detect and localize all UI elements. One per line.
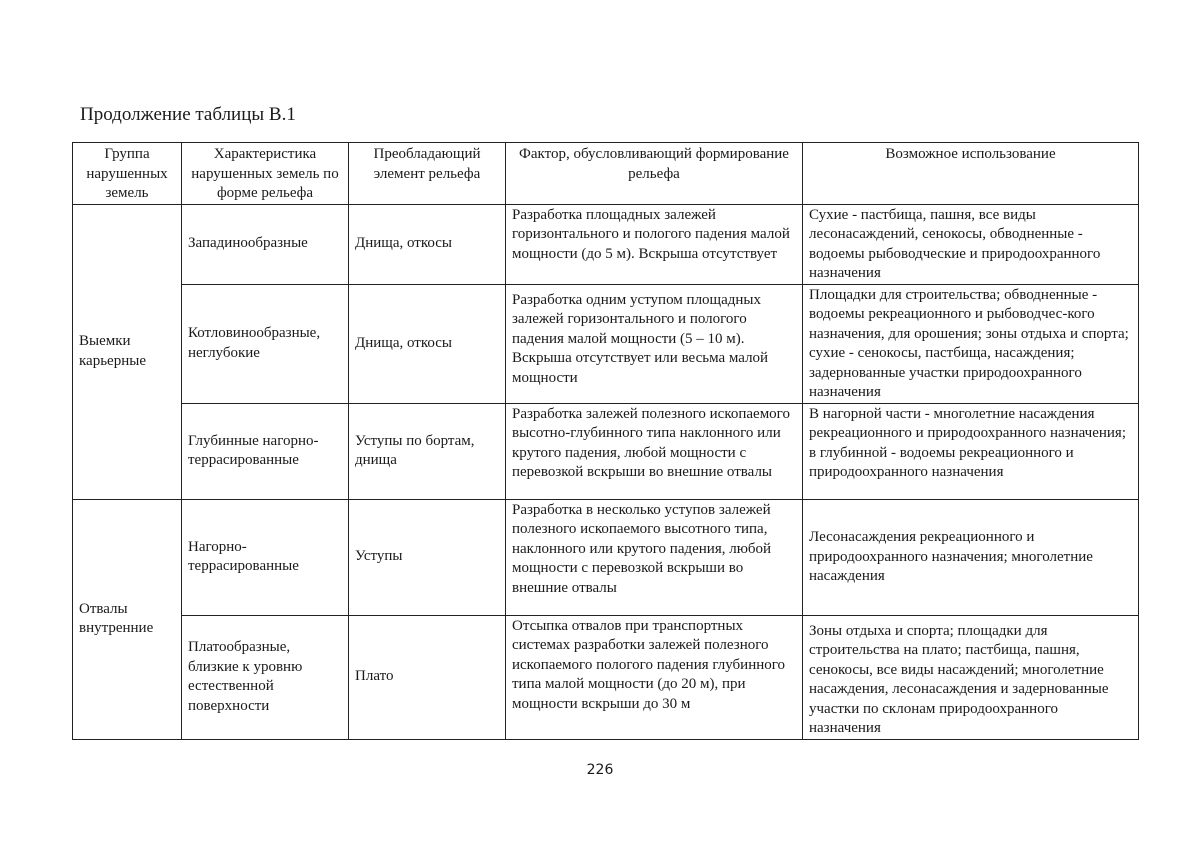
page-number: 226 (586, 762, 614, 778)
use-cell: Площадки для строительства; обводненные - водоемы рекреационного и рыбоводчес-кого назначения, для орошения; зоны отдыха и спорта; сухие - сенокосы, пастбища, насаждения; задернованные участки природоохранного назначения (803, 284, 1139, 403)
element-cell: Днища, откосы (349, 204, 506, 284)
use-cell: Лесонасаждения рекреационного и природоохранного назначения; многолетние насаждения (803, 499, 1139, 615)
header-group: Группа нарушенных земель (73, 143, 182, 205)
factor-cell: Отсыпка отвалов при транспортных системах разработки залежей полезного ископаемого пологого падения глубинного типа малой мощности (до 20 м), при мощности вскрыши до 30 м (506, 615, 803, 739)
header-use: Возможное использование (803, 143, 1139, 205)
header-factor: Фактор, обусловливающий формирование рельефа (506, 143, 803, 205)
table-row (73, 204, 1139, 284)
factor-cell: Разработка в несколько уступов залежей полезного ископаемого высотного типа, наклонного или крутого падения, любой мощности с перевозкой вскрыши во внешние отвалы (506, 499, 803, 615)
land-classification-table (72, 142, 1139, 740)
table-row (73, 403, 1139, 499)
use-cell: Зоны отдыха и спорта; площадки для строительства на плато; пастбища, пашня, сенокосы, все виды насаждений; многолетние насаждения, лесонасаждения и задернованные участки по склонам природоохранного назначения (803, 615, 1139, 739)
form-cell: Западинообразные (182, 204, 349, 284)
form-cell: Нагорно-террасированные (182, 499, 349, 615)
table-row (73, 615, 1139, 739)
factor-cell: Разработка залежей полезного ископаемого высотно-глубинного типа наклонного или крутого падения, любой мощности с перевозкой вскрыши во внешние отвалы (506, 403, 803, 499)
element-cell: Уступы (349, 499, 506, 615)
form-cell: Глубинные нагорно-террасированные (182, 403, 349, 499)
table-caption: Продолжение таблицы В.1 (80, 104, 296, 125)
group-cell: Отвалы внутренние (73, 499, 182, 739)
table-header-row (73, 143, 1139, 205)
use-cell: В нагорной части - многолетние насаждения рекреационного и природоохранного назначения; в глубинной - водоемы рекреационного и природоохранного назначения (803, 403, 1139, 499)
factor-cell: Разработка одним уступом площадных залежей горизонтального и пологого падения малой мощности (5 – 10 м). Вскрыша отсутствует или весьма малой мощности (506, 284, 803, 403)
factor-cell: Разработка площадных залежей горизонтального и пологого падения малой мощности (до 5 м). Вскрыша отсутствует (506, 204, 803, 284)
header-form: Характеристика нарушенных земель по форме рельефа (182, 143, 349, 205)
table-row (73, 499, 1139, 615)
use-cell: Сухие - пастбища, пашня, все виды лесонасаждений, сенокосы, обводненные - водоемы рыбоводческие и природоохранного назначения (803, 204, 1139, 284)
group-cell: Выемки карьерные (73, 204, 182, 499)
element-cell: Уступы по бортам, днища (349, 403, 506, 499)
table-row (73, 284, 1139, 403)
form-cell: Платообразные, близкие к уровню естественной поверхности (182, 615, 349, 739)
header-element: Преобладающий элемент рельефа (349, 143, 506, 205)
element-cell: Днища, откосы (349, 284, 506, 403)
form-cell: Котловинообразные, неглубокие (182, 284, 349, 403)
element-cell: Плато (349, 615, 506, 739)
